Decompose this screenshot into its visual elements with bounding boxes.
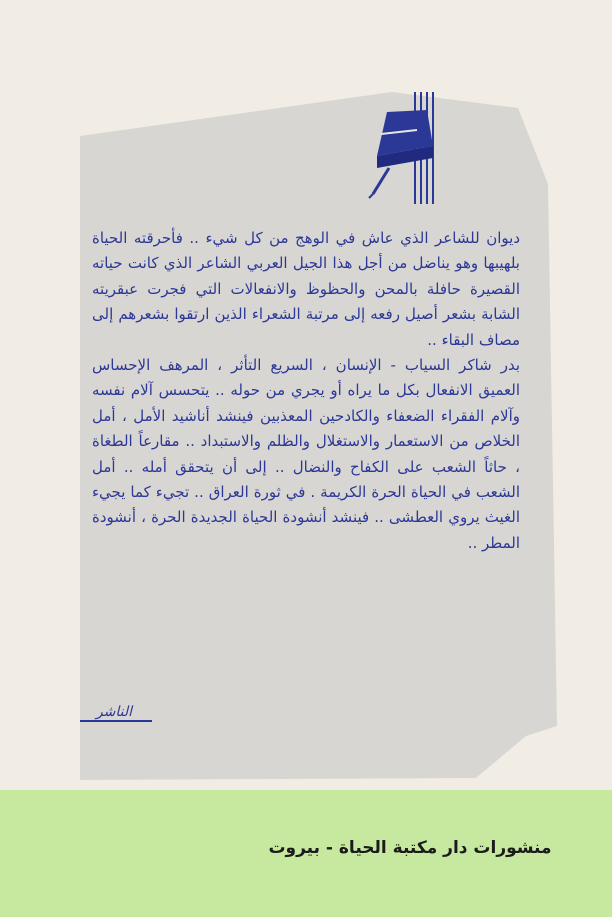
signature-underline	[80, 720, 152, 722]
blurb-paragraph-1: ديوان للشاعر الذي عاش في الوهج من كل شيء .. فأحرقته الحياة بلهيبها وهو يناضل من أجل هذا الجيل العربي الشاعر الذي كانت حياته القصيرة حافلة بالمحن والحظوظ والانفعالات التي فجرت عبقريته الشابة بشعر أصيل رفعه إلى مرتبة الشعراء الذين ارتقوا بشعرهم إلى مصاف البقاء ..	[92, 229, 520, 349]
book-with-quill-icon	[367, 86, 439, 206]
blurb-paragraph-2: بدر شاكر السياب - الإنسان ، السريع التأثر ، المرهف الإحساس العميق الانفعال بكل ما يراه أو يجري من حوله .. يتحسس آلام نفسه وآلام الفقراء الضعفاء والكادحين المعذبين فينشد أناشيد الأمل ، أمل الخلاص من الاستعمار والاستغلال والظلم والاستبداد .. مقارعاً الطغاة ، حاثاً الشعب على الكفاح والنضال .. إلى أن يتحقق أمله .. أمل الشعب في الحياة الحرة الكريمة . في ثورة العراق .. تجيء كما يجيء الغيث يروي العطشى .. فينشد أنشودة الحياة الجديدة الحرة ، أنشودة المطر ..	[92, 356, 520, 552]
back-cover-blurb	[92, 226, 520, 556]
publisher-imprint: منشورات دار مكتبة الحياة - بيروت	[268, 838, 552, 858]
publisher-signature: الناشر	[95, 704, 133, 720]
